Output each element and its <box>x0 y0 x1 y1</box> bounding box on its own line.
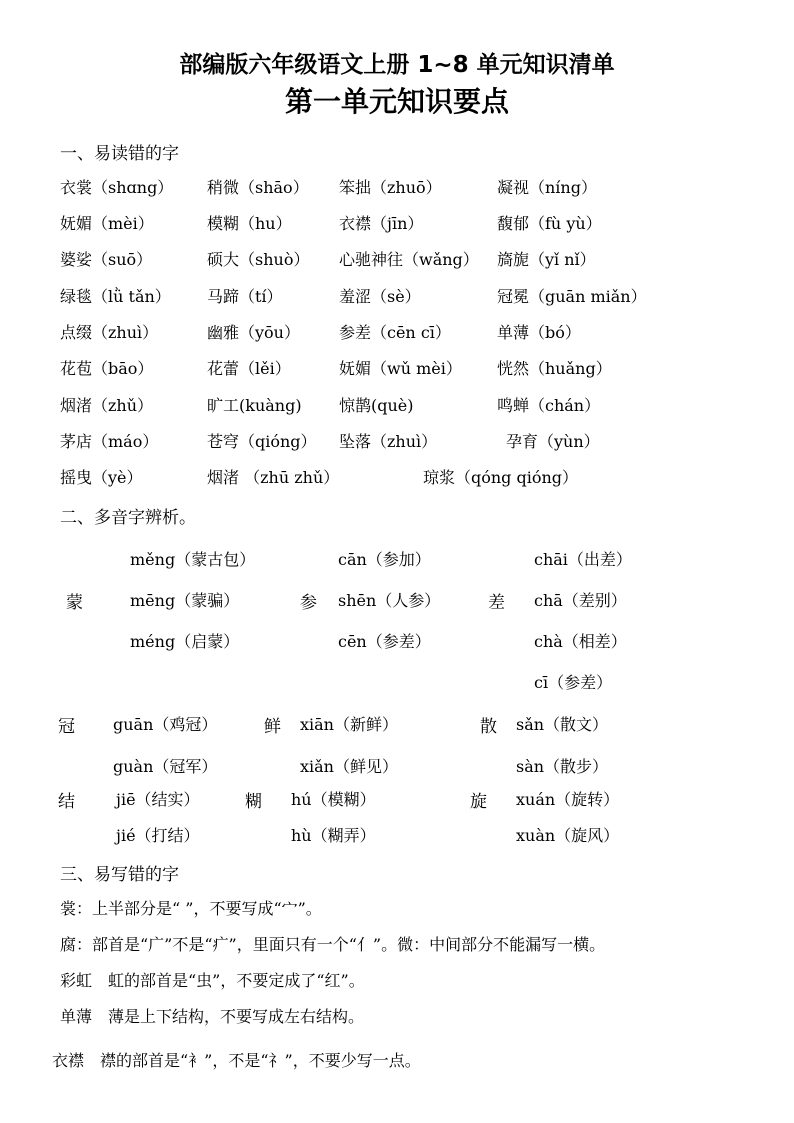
word-cell: 烟渚 （zhū zhǔ） <box>207 468 340 487</box>
reading-item: xiān（新鲜） <box>300 715 398 734</box>
polyphonic-char: 差 <box>488 593 505 613</box>
polyphonic-char: 结 <box>58 792 75 812</box>
document-title: 部编版六年级语文上册 1~8 单元知识清单 <box>179 52 615 78</box>
word-cell: 惊鹊(què) <box>339 396 414 415</box>
reading-item: sǎn（散文） <box>516 715 609 734</box>
reading-item: cēn（参差） <box>338 632 431 651</box>
reading-item: jiē（结实） <box>116 790 200 809</box>
reading-item: chà（相差） <box>534 632 627 651</box>
reading-item: sàn（散步） <box>516 757 609 776</box>
word-cell: 衣裳（shɑng） <box>60 178 174 197</box>
word-cell: 旷工(kuàng) <box>207 396 302 415</box>
word-cell: 凝视（níng） <box>497 178 597 197</box>
word-cell: 心驰神往（wǎng） <box>339 250 479 269</box>
word-cell: 琼浆（qóng qióng） <box>423 468 579 487</box>
word-cell: 羞涩（sè） <box>339 287 421 306</box>
word-cell: 稍微（shāo） <box>207 178 309 197</box>
word-cell: 点缀（zhuì） <box>60 323 159 342</box>
reading-item: chāi（出差） <box>534 550 632 569</box>
section-heading-1: 一、易读错的字 <box>60 144 179 164</box>
word-cell: 绿毯（lǜ tǎn） <box>60 287 171 306</box>
unit-title: 第一单元知识要点 <box>284 85 509 118</box>
reading-item: guàn（冠军） <box>113 757 218 776</box>
word-cell: 硕大（shuò） <box>207 250 310 269</box>
reading-item: mēng（蒙骗） <box>130 591 240 610</box>
polyphonic-char: 冠 <box>58 717 75 737</box>
word-cell: 鸣蝉（chán） <box>497 396 601 415</box>
word-cell: 妩媚（wǔ mèi） <box>339 359 462 378</box>
reading-item: chā（差别） <box>534 591 627 610</box>
section-heading-2: 二、多音字辨析。 <box>60 508 196 528</box>
word-cell: 单薄（bó） <box>497 323 581 342</box>
polyphonic-char: 旋 <box>470 792 487 812</box>
reading-item: xiǎn（鲜见） <box>300 757 398 776</box>
reading-item: guān（鸡冠） <box>113 715 218 734</box>
word-cell: 笨拙（zhuō） <box>339 178 442 197</box>
polyphonic-char: 参 <box>300 593 317 613</box>
polyphonic-char: 蒙 <box>66 593 83 613</box>
polyphonic-char: 散 <box>480 717 497 737</box>
word-cell: 衣襟（jīn） <box>339 214 424 233</box>
word-cell: 茅店（máo） <box>60 432 159 451</box>
reading-item: xuán（旋转） <box>516 790 620 809</box>
word-cell: 参差（cēn cī） <box>339 323 451 342</box>
word-cell: 烟渚（zhǔ） <box>60 396 154 415</box>
word-cell: 苍穹（qióng） <box>207 432 317 451</box>
reading-item: méng（启蒙） <box>130 632 240 651</box>
word-cell: 馥郁（fù yù） <box>497 214 602 233</box>
polyphonic-char: 糊 <box>245 792 262 812</box>
word-cell: 模糊（hu） <box>207 214 292 233</box>
word-cell: 幽雅（yōu） <box>207 323 300 342</box>
word-cell: 花苞（bāo） <box>60 359 154 378</box>
reading-item: xuàn（旋风） <box>516 826 620 845</box>
reading-item: měng（蒙古包） <box>130 550 256 569</box>
word-cell: 马蹄（tí） <box>207 287 283 306</box>
word-cell: 孕育（yùn） <box>506 432 600 451</box>
word-cell: 冠冕（guān miǎn） <box>497 287 647 306</box>
reading-item: jié（打结） <box>116 826 200 845</box>
section-heading-3: 三、易写错的字 <box>60 865 179 885</box>
word-cell: 恍然（huǎng） <box>497 359 612 378</box>
reading-item: hú（模糊） <box>291 790 376 809</box>
reading-item: cān（参加） <box>338 550 431 569</box>
reading-item: shēn（人参） <box>338 591 441 610</box>
word-cell: 旖旎（yǐ nǐ） <box>497 250 596 269</box>
word-cell: 花蕾（lěi） <box>207 359 291 378</box>
word-cell: 妩媚（mèi） <box>60 214 154 233</box>
word-cell: 坠落（zhuì） <box>339 432 438 451</box>
reading-item: cī（参差） <box>534 673 613 692</box>
rule-line: 衣襟 襟的部首是“衤”，不是“礻”，不要少写一点。 <box>52 1051 421 1070</box>
rule-line: 彩虹 虹的部首是“虫”，不要定成了“红”。 <box>60 971 365 990</box>
rule-line: 单薄 薄是上下结构，不要写成左右结构。 <box>60 1007 365 1026</box>
word-cell: 摇曳（yè） <box>60 468 143 487</box>
word-cell: 婆娑（suō） <box>60 250 153 269</box>
rule-line: 腐：部首是“广”不是“疒”，里面只有一个“亻”。微：中间部分不能漏写一横。 <box>60 935 606 954</box>
rule-line: 裳：上半部分是“ ”，不要写成“宀”。 <box>60 899 322 918</box>
polyphonic-char: 鲜 <box>264 717 281 737</box>
reading-item: hù（糊弄） <box>291 826 376 845</box>
